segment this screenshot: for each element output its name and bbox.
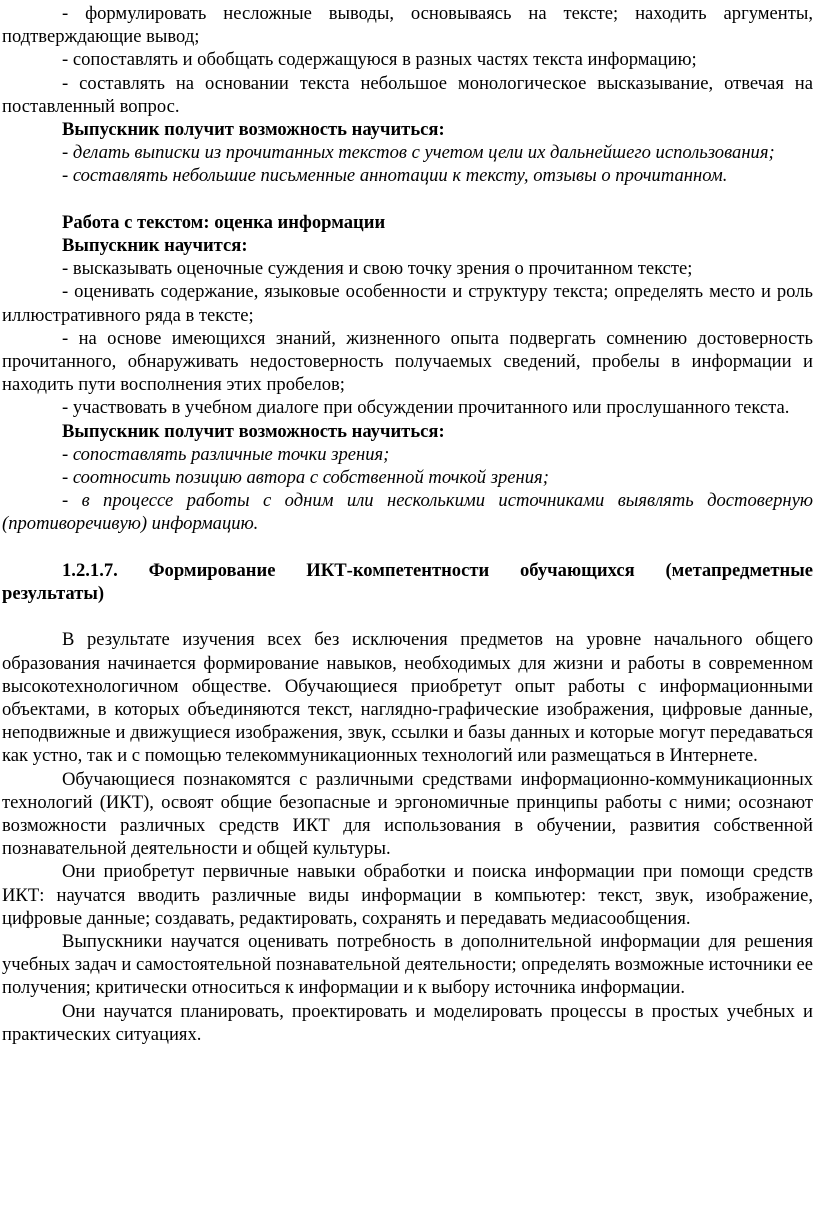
list-item: - составлять небольшие письменные аннотации к тексту, отзывы о прочитанном. [62, 165, 728, 187]
spacer [2, 605, 813, 628]
body-paragraph: Они приобретут первичные навыки обработки и поиска информации при помощи средств ИКТ: научатся вводить различные виды информации в компьютер: текст, звук, изображение, цифровые данные; создавать, редактировать, сохранять и передавать медиасообщения. [2, 861, 813, 929]
body-paragraph: В результате изучения всех без исключения предметов на уровне начального общего образования начинается формирование навыков, необходимых для жизни и работы в современном высокотехнологичном обществе. Обучающиеся приобретут опыт работы с информационными объектами, в которых объединяются текст, наглядно-графические изображения, цифровые данные, неподвижные и движущиеся изображения, звук, ссылки и базы данных и которые могут передаваться как устно, так и с помощью телекоммуникационных технологий или размещаться в Интернете. [2, 629, 813, 767]
list-item: - формулировать несложные выводы, основываясь на тексте; находить аргументы, подтверждающие вывод; [2, 3, 813, 48]
list-item: - участвовать в учебном диалоге при обсуждении прочитанного или прослушанного текста. [62, 397, 790, 419]
list-item: - соотносить позицию автора с собственной точкой зрения; [62, 467, 549, 489]
body-paragraph: Выпускники научатся оценивать потребность в дополнительной информации для решения учебных задач и самостоятельной познавательной деятельности; определять возможные источники ее получения; критически относиться к информации и к выбору источника информации. [2, 931, 813, 999]
opportunity-heading: Выпускник получит возможность научиться: [62, 119, 445, 141]
learn-heading: Выпускник научится: [62, 235, 248, 257]
list-item: - сопоставлять различные точки зрения; [62, 443, 390, 465]
list-item: - сопоставлять и обобщать содержащуюся в разных частях текста информацию; [62, 49, 697, 71]
spacer [2, 188, 813, 211]
list-item: - в процессе работы с одним или несколькими источниками выявлять достоверную (противоречивую) информацию. [2, 490, 813, 535]
list-item: - оценивать содержание, языковые особенности и структуру текста; определять место и роль иллюстративного ряда в тексте; [2, 281, 813, 326]
list-item: - высказывать оценочные суждения и свою точку зрения о прочитанном тексте; [62, 258, 693, 280]
section-heading: 1.2.1.7. Формирование ИКТ-компетентности обучающихся (метапредметные результаты) [2, 559, 813, 605]
list-item: - составлять на основании текста небольшое монологическое высказывание, отвечая на поставленный вопрос. [2, 72, 813, 117]
section-title: Работа с текстом: оценка информации [62, 211, 386, 233]
spacer [2, 536, 813, 559]
list-item: - делать выписки из прочитанных текстов с учетом цели их дальнейшего использования; [62, 142, 775, 164]
body-paragraph: Они научатся планировать, проектировать и моделировать процессы в простых учебных и практических ситуациях. [2, 1000, 813, 1045]
list-item: - на основе имеющихся знаний, жизненного опыта подвергать сомнению достоверность прочитанного, обнаруживать недостоверность получаемых сведений, пробелы в информации и находить пути восполнения этих пробелов; [2, 327, 813, 396]
body-paragraph: Обучающиеся познакомятся с различными средствами информационно-коммуникационных технологий (ИКТ), освоят общие безопасные и эргономичные принципы работы с ними; осознают возможности различных средств ИКТ для использования в обучении, развития собственной познавательной деятельности и общей культуры. [2, 768, 813, 860]
opportunity-heading: Выпускник получит возможность научиться: [62, 420, 445, 442]
